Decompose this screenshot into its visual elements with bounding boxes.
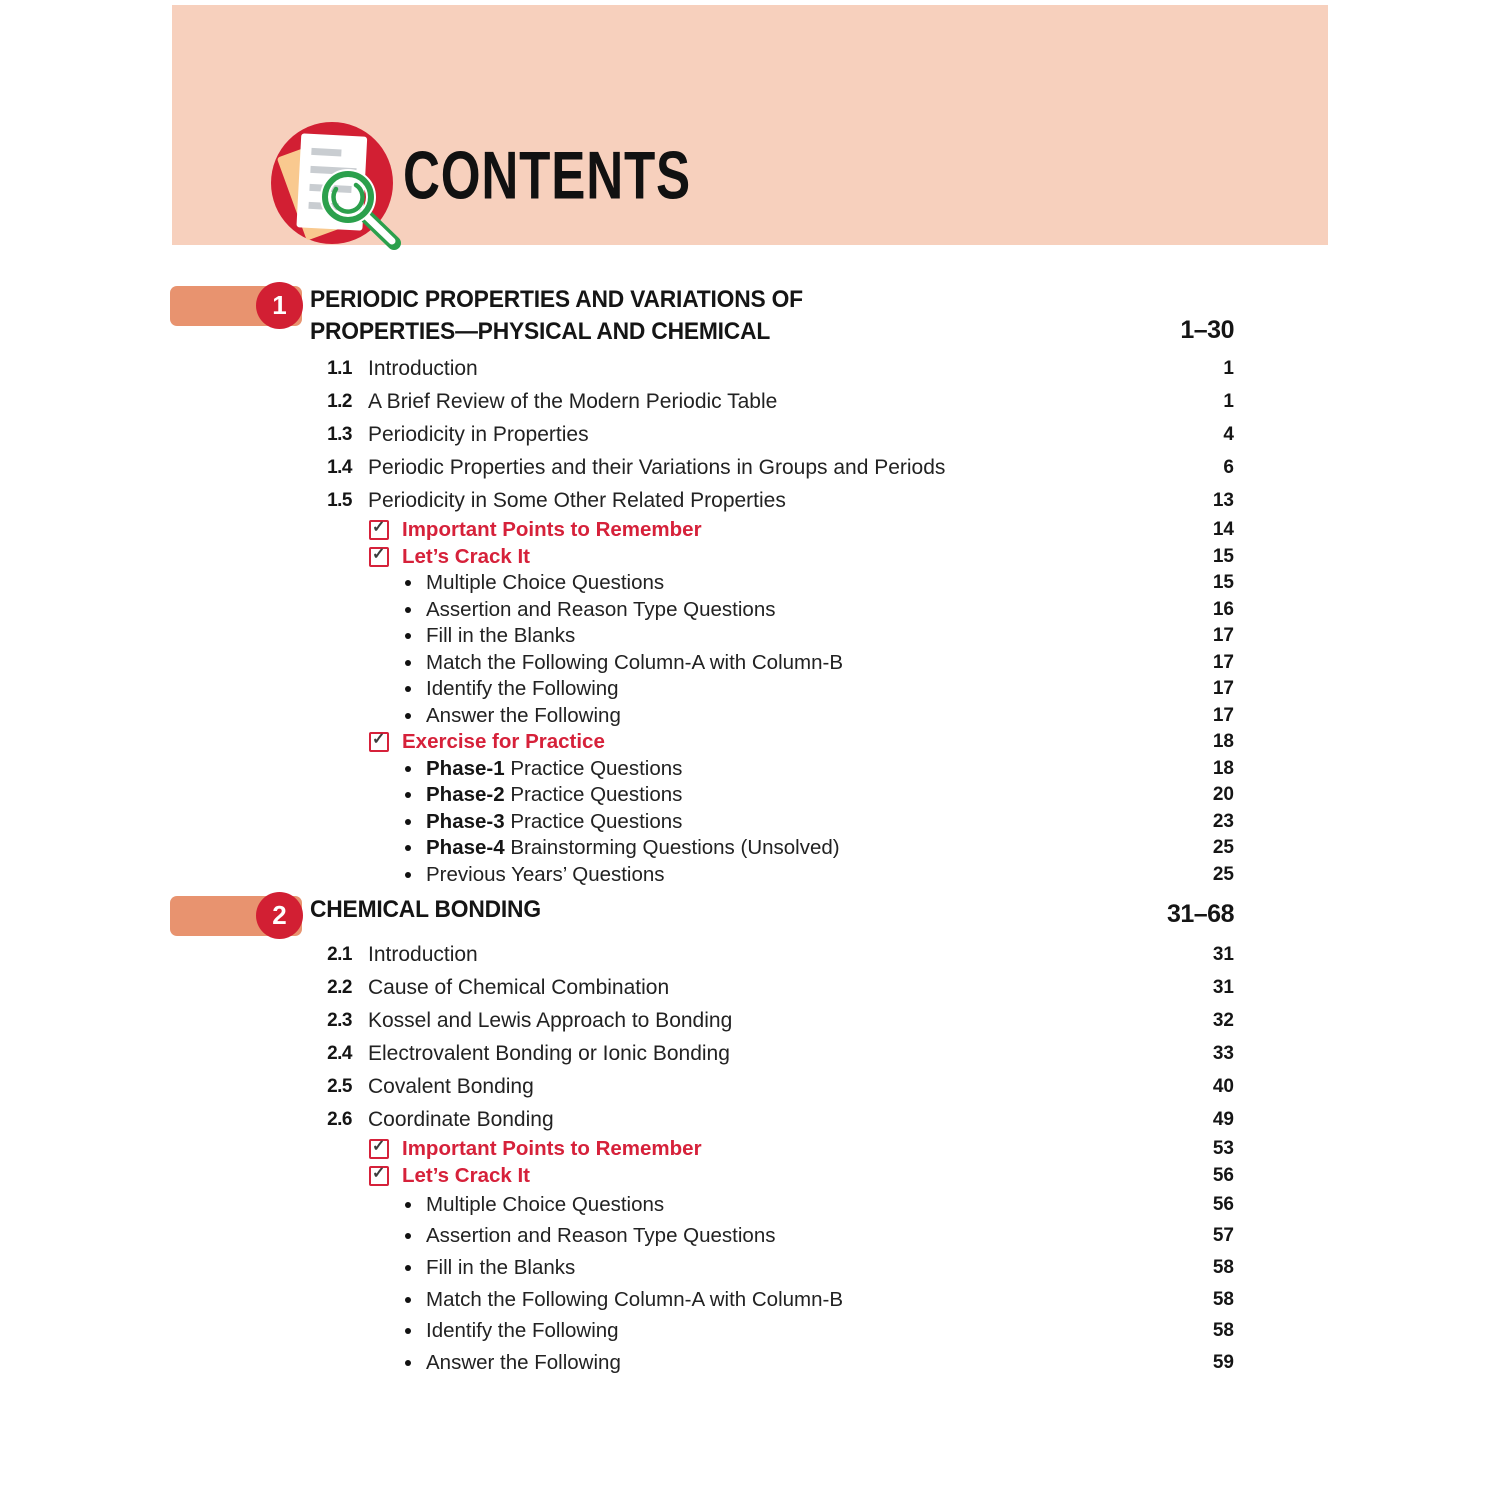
chapter-entries — [172, 352, 1234, 888]
page-number: 15 — [1212, 545, 1234, 567]
toc-entry — [172, 517, 1234, 544]
page-number: 25 — [1212, 837, 1234, 859]
section-number: 2.1 — [327, 943, 352, 965]
page-number: 14 — [1212, 519, 1234, 541]
page-number: 58 — [1212, 1288, 1234, 1310]
toc-entry — [172, 1315, 1234, 1347]
toc-entry — [172, 544, 1234, 571]
chapter-number-badge: 2 — [256, 892, 303, 939]
entry-label-bold-prefix: Phase-2 — [426, 783, 505, 807]
entry-label: Introduction — [368, 356, 478, 380]
entry-label: Phase-3 Practice Questions — [426, 809, 683, 833]
entry-label: Fill in the Blanks — [426, 1255, 576, 1279]
section-number: 1.4 — [327, 456, 352, 478]
toc-entry — [172, 1221, 1234, 1253]
toc-entry — [172, 676, 1234, 703]
bullet-icon — [405, 1233, 411, 1239]
section-number: 2.6 — [327, 1108, 352, 1130]
contents-banner — [172, 5, 1328, 245]
chapter-number-badge: 1 — [256, 282, 303, 329]
section-number: 2.3 — [327, 1009, 352, 1031]
entry-label: Electrovalent Bonding or Ionic Bonding — [368, 1041, 730, 1065]
bullet-icon — [405, 607, 411, 613]
bullet-icon — [405, 580, 411, 586]
toc-entry — [172, 938, 1234, 971]
page-number: 17 — [1212, 678, 1234, 700]
toc-entry — [172, 650, 1234, 677]
entry-label: Cause of Chemical Combination — [368, 975, 670, 999]
bullet-icon — [405, 633, 411, 639]
page-number: 33 — [1212, 1042, 1234, 1064]
entry-label: Match the Following Column-A with Column-B — [426, 1287, 843, 1311]
page-number: 58 — [1212, 1256, 1234, 1278]
toc-entry — [172, 570, 1234, 597]
toc-entry — [172, 809, 1234, 836]
page-number: 57 — [1212, 1225, 1234, 1247]
toc-entry — [172, 1163, 1234, 1190]
section-number: 2.2 — [327, 976, 352, 998]
toc-entry — [172, 1004, 1234, 1037]
entry-label: Answer the Following — [426, 703, 621, 727]
entry-label: Match the Following Column-A with Column-B — [426, 650, 843, 674]
entry-label: Multiple Choice Questions — [426, 1192, 665, 1216]
toc-entry — [172, 352, 1234, 385]
page-number: 1 — [1223, 390, 1234, 412]
page-number: 15 — [1212, 572, 1234, 594]
page-number: 53 — [1212, 1138, 1234, 1160]
entry-label: Fill in the Blanks — [426, 624, 576, 648]
chapter-2 — [172, 894, 1234, 1379]
entry-label: Answer the Following — [426, 1350, 621, 1374]
entry-label: Phase-1 Practice Questions — [426, 756, 683, 780]
page-number: 20 — [1212, 784, 1234, 806]
toc-entry — [172, 1189, 1234, 1221]
page-number: 6 — [1223, 456, 1234, 478]
entry-label: Phase-2 Practice Questions — [426, 783, 683, 807]
entry-label: Periodic Properties and their Variations in Groups and Periods — [368, 455, 946, 479]
toc-entry — [172, 782, 1234, 809]
toc-entry — [172, 835, 1234, 862]
entry-label: Let’s Crack It — [402, 1163, 530, 1187]
toc-entry — [172, 623, 1234, 650]
page-number: 32 — [1212, 1009, 1234, 1031]
entry-label: Identify the Following — [426, 1319, 619, 1343]
page-number: 58 — [1212, 1320, 1234, 1342]
page-number: 23 — [1212, 810, 1234, 832]
toc-entry — [172, 756, 1234, 783]
section-number: 2.4 — [327, 1042, 352, 1064]
section-number: 1.3 — [327, 423, 352, 445]
section-number: 1.5 — [327, 489, 352, 511]
page-title: CONTENTS — [403, 136, 691, 214]
bullet-icon — [405, 766, 411, 772]
checked-checkbox-icon — [369, 520, 389, 540]
chapter-page-range: 31–68 — [1166, 900, 1234, 928]
page-number: 25 — [1212, 863, 1234, 885]
toc-entry — [172, 1070, 1234, 1103]
bullet-icon — [405, 1297, 411, 1303]
page-number: 56 — [1212, 1164, 1234, 1186]
checked-checkbox-icon — [369, 732, 389, 752]
entry-label: A Brief Review of the Modern Periodic Table — [368, 389, 778, 413]
chapter-title-line: CHEMICAL BONDING — [310, 896, 541, 923]
chapter-title — [310, 894, 1188, 926]
checked-checkbox-icon — [369, 1139, 389, 1159]
section-number: 1.2 — [327, 390, 352, 412]
chapter-page-range: 1–30 — [1180, 316, 1234, 344]
toc-entry — [172, 451, 1234, 484]
chapter-title-line: PERIODIC PROPERTIES AND VARIATIONS OF — [310, 286, 803, 313]
page-number: 31 — [1212, 976, 1234, 998]
page-number: 18 — [1212, 757, 1234, 779]
entry-label: Kossel and Lewis Approach to Bonding — [368, 1008, 733, 1032]
checked-checkbox-icon — [369, 1166, 389, 1186]
page-number: 17 — [1212, 651, 1234, 673]
bullet-icon — [405, 1202, 411, 1208]
toc-entry — [172, 1347, 1234, 1379]
toc-entry — [172, 703, 1234, 730]
toc-entry — [172, 971, 1234, 1004]
page-number: 18 — [1212, 731, 1234, 753]
page-number: 59 — [1212, 1351, 1234, 1373]
toc-entry — [172, 1136, 1234, 1163]
chapter-1 — [172, 284, 1234, 888]
bullet-icon — [405, 819, 411, 825]
chapter-title — [310, 284, 1188, 348]
entry-label: Multiple Choice Questions — [426, 571, 665, 595]
bullet-icon — [405, 660, 411, 666]
bullet-icon — [405, 792, 411, 798]
entry-label-bold-prefix: Phase-3 — [426, 809, 505, 833]
toc-entry — [172, 1252, 1234, 1284]
entry-label: Let’s Crack It — [402, 544, 530, 568]
entry-label: Introduction — [368, 942, 478, 966]
entry-label: Periodicity in Some Other Related Properties — [368, 488, 786, 512]
entry-label-bold-prefix: Phase-1 — [426, 756, 505, 780]
bullet-icon — [405, 1265, 411, 1271]
entry-label: Identify the Following — [426, 677, 619, 701]
entry-label: Assertion and Reason Type Questions — [426, 1224, 776, 1248]
page-number: 31 — [1212, 943, 1234, 965]
page-number: 13 — [1212, 489, 1234, 511]
page-number: 40 — [1212, 1075, 1234, 1097]
page-number: 49 — [1212, 1108, 1234, 1130]
section-number: 1.1 — [327, 357, 352, 379]
page-number: 17 — [1212, 704, 1234, 726]
bullet-icon — [405, 845, 411, 851]
page-number: 4 — [1223, 423, 1234, 445]
toc-entry — [172, 729, 1234, 756]
chapter-title-line: PROPERTIES—PHYSICAL AND CHEMICAL — [310, 318, 771, 345]
section-number: 2.5 — [327, 1075, 352, 1097]
entry-label: Exercise for Practice — [402, 730, 605, 754]
bullet-icon — [405, 872, 411, 878]
entry-label: Assertion and Reason Type Questions — [426, 597, 776, 621]
toc-entry — [172, 597, 1234, 624]
page-number: 17 — [1212, 625, 1234, 647]
page-number: 1 — [1223, 357, 1234, 379]
entry-label: Previous Years’ Questions — [426, 862, 665, 886]
bullet-icon — [405, 1328, 411, 1334]
toc-entry — [172, 385, 1234, 418]
entry-label: Covalent Bonding — [368, 1074, 534, 1098]
page-number: 56 — [1212, 1193, 1234, 1215]
toc-entry — [172, 1284, 1234, 1316]
entry-label: Coordinate Bonding — [368, 1107, 554, 1131]
toc-entry — [172, 418, 1234, 451]
bullet-icon — [405, 1360, 411, 1366]
entry-label: Important Points to Remember — [402, 1137, 702, 1161]
checked-checkbox-icon — [369, 547, 389, 567]
chapter-header — [172, 894, 1234, 934]
entry-label: Periodicity in Properties — [368, 422, 589, 446]
entry-label: Important Points to Remember — [402, 518, 702, 542]
chapter-header — [172, 284, 1234, 348]
toc-entry — [172, 1103, 1234, 1136]
bullet-icon — [405, 686, 411, 692]
entry-label-bold-prefix: Phase-4 — [426, 836, 505, 860]
bullet-icon — [405, 713, 411, 719]
chapter-entries — [172, 938, 1234, 1379]
toc-entry — [172, 862, 1234, 889]
page-number: 16 — [1212, 598, 1234, 620]
toc-entry — [172, 484, 1234, 517]
entry-label: Phase-4 Brainstorming Questions (Unsolved) — [426, 836, 840, 860]
toc-entry — [172, 1037, 1234, 1070]
